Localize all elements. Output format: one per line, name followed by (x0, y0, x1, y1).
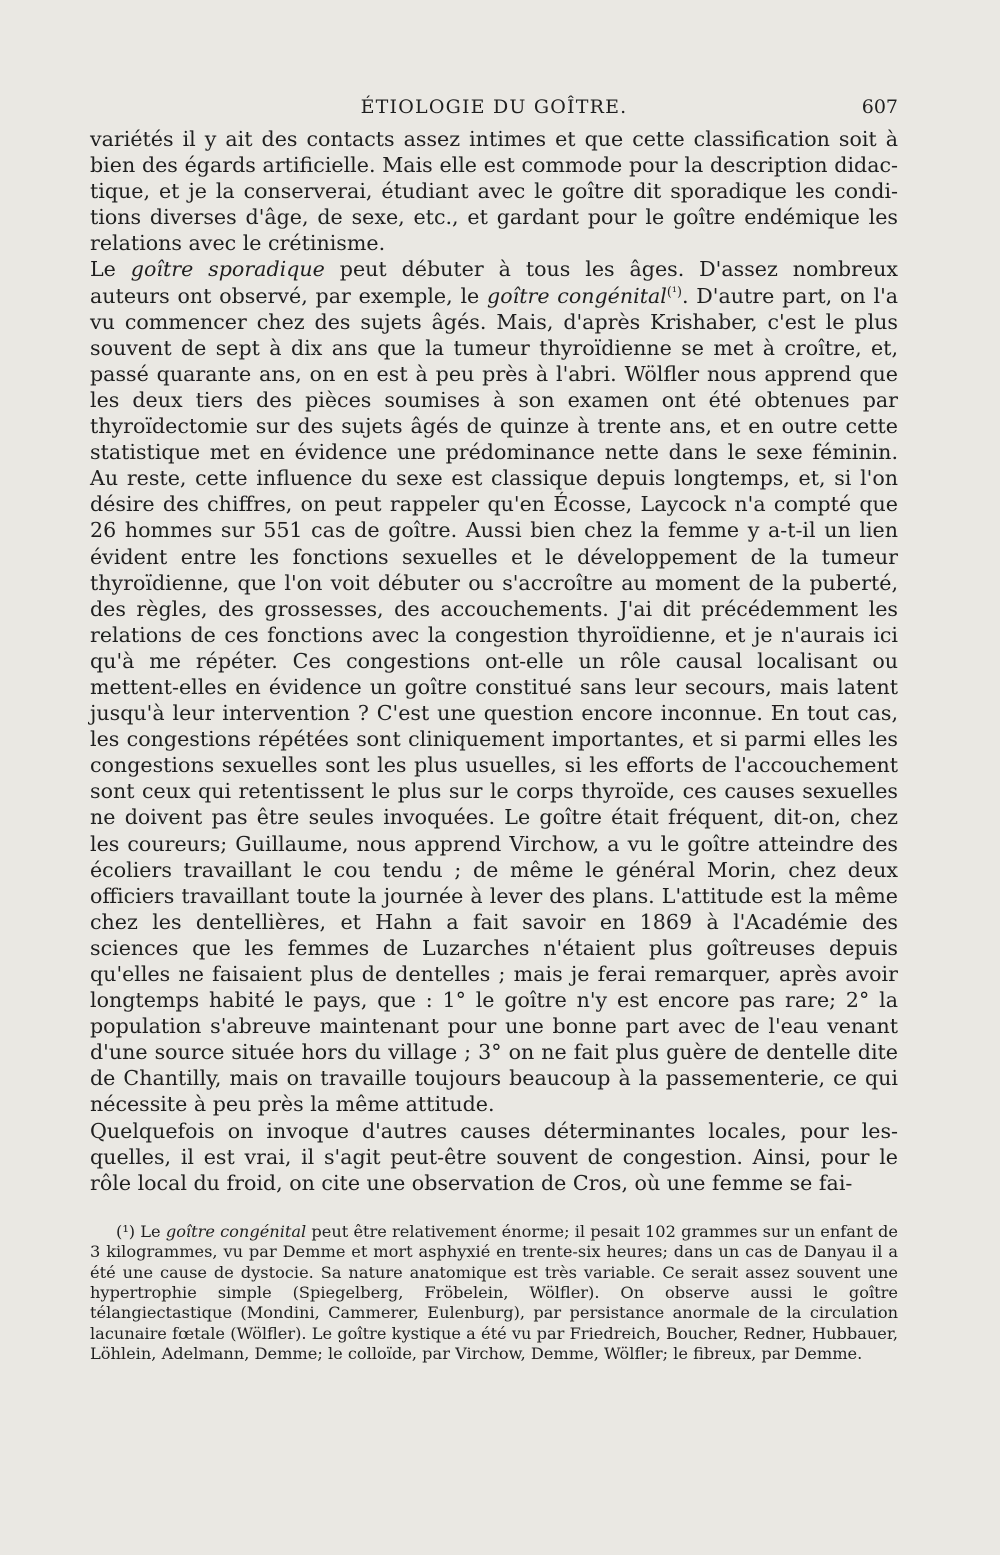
footnote-reference: (¹) (666, 284, 682, 300)
body-text (90, 126, 898, 1196)
paragraph-2-text-b: peut débuter à tous les âges. D'assez nombreux auteurs ont observé, par exemple, le (90, 257, 898, 308)
term-goitre-congenital: goître congénital (487, 283, 667, 308)
footnote-marker: (¹) (116, 1221, 136, 1241)
paragraph-2 (90, 256, 898, 1117)
book-page (90, 96, 898, 1365)
paragraph-2-text-c: . D'autre part, on l'a vu commencer chez des sujets âgés. Mais, d'après Krishaber, c'est le plus souvent de sept à dix ans que la tumeur thyroïdienne se met à croître, et, passé quarante ans, on en est à peu près à l'abri. Wölfler nous apprend que les deux tiers des pièces soumises à son examen ont été obtenues par thyroïdectomie sur des sujets âgés de quinze à trente ans, et en outre cette statistique met en évidence une prédominance nette dans le sexe féminin. Au reste, cette influence du sexe est classique depuis longtemps, et, si l'on désire des chiffres, on peut rappeler qu'en Écosse, Laycock n'a compté que 26 hommes sur 551 cas de goître. Aussi bien chez la femme y a-t-il un lien évident entre les fonctions sexuelles et le développement de la tumeur thyroïdienne, que l'on voit débuter ou s'accroître au moment de la puberté, des règles, des grossesses, des accouchements. J'ai dit précédemment les relations de ces fonctions avec la congestion thyroïdienne, et je n'aurais ici qu'à me répéter. Ces congestions ont-elle un rôle causal localisant ou mettent-elles en évidence un goître constitué sans leur secours, mais latent jusqu'à leur intervention ? C'est une question encore inconnue. En tout cas, les congestions répétées sont cliniquement importantes, et si parmi elles les congestions sexuelles sont les plus usuelles, si les efforts de l'accouchement sont ceux qui retentissent le plus sur le corps thyroïde, ces causes sexuelles ne doivent pas être seules invoquées. Le goître était fréquent, dit-on, chez les coureurs; Guillaume, nous apprend Virchow, a vu le goître atteindre des écoliers travaillant le cou tendu ; de même le général Morin, chez deux officiers travaillant toute la journée à lever des plans. L'attitude est la même chez les dentellières, et Hahn a fait savoir en 1869 à l'Académie des sciences que les femmes de Luzarches n'étaient plus goîtreuses depuis qu'elles ne faisaient plus de dentelles ; mais je ferai remarquer, après avoir longtemps habité le pays, que : 1° le goître n'y est encore pas rare; 2° la population s'abreuve maintenant pour une bonne part avec de l'eau venant d'une source située hors du village ; 3° on ne fait plus guère de dentelle dite de Chantilly, mais on travaille toujours beaucoup à la passementerie, ce qui nécessite à peu près la même attitude. (90, 283, 899, 1117)
page-number: 607 (861, 96, 898, 118)
footnote-text-a: Le (135, 1221, 166, 1241)
paragraph-3: Quelquefois on invoque d'autres causes déterminantes locales, pour lesquelles, il est vrai, il s'agit peut-être souvent de congestion. Ainsi, pour le rôle local du froid, on cite une observation de Cros, où une femme se fai- (90, 1118, 898, 1195)
footnote-text-b: peut être relativement énorme; il pesait 102 grammes sur un enfant de 3 kilogrammes, vu par Demme et mort asphyxié en trente-six heures; dans un cas de Danyau il a été une cause de dystocie. Sa nature anatomique est très variable. Ce serait assez souvent une hypertrophie simple (Spiegelberg, Fröbelein, Wölfler). On observe aussi le goître télangiectastique (Mondini, Cammerer, Eulenburg), par persistance anormale de la circulation lacunaire fœtale (Wölfler). Le goître kystique a été vu par Friedreich, Boucher, Redner, Hubbauer, Löhlein, Adelmann, Demme; le colloïde, par Virchow, Demme, Wölfler; le fibreux, par Demme. (90, 1221, 898, 1364)
paragraph-1: variétés il y ait des contacts assez intimes et que cette classification soit à bien des égards artificielle. Mais elle est commode pour la description didactique, et je la conserverai, étudiant avec le goître dit sporadique les conditions diverses d'âge, de sexe, etc., et gardant pour le goître endémique les relations avec le crétinisme. (90, 127, 898, 256)
paragraph-2-text-a: Le (90, 257, 131, 282)
footnote-1 (90, 1222, 898, 1365)
term-goitre-sporadique: goître sporadique (130, 257, 325, 282)
footnote-term: goître congénital (165, 1221, 307, 1241)
running-head (90, 96, 898, 126)
footnotes (90, 1222, 898, 1365)
running-title: ÉTIOLOGIE DU GOÎTRE. (360, 96, 628, 118)
